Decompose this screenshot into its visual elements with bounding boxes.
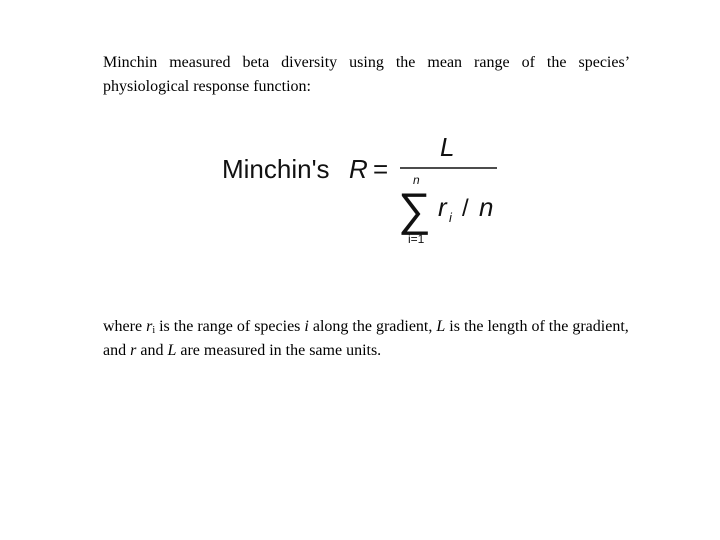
explanation-paragraph [103,315,630,363]
intro-line-1: Minchin measured beta diversity using the mean range of the [103,54,567,71]
expl-text-5: and [136,342,168,359]
minchin-formula [220,128,520,253]
denominator-variable: n [479,192,494,222]
sum-upper-limit: n [413,173,420,187]
expl-text-3: along the gradient, [308,318,437,335]
intro-line-2: species’ physiological response function: [103,54,631,95]
formula-numerator: L [440,132,455,162]
expl-var-L: L [436,318,446,335]
sum-lower-limit: i=1 [408,232,425,246]
expl-var-L-2: L [167,342,177,359]
expl-var-i: i [304,318,309,335]
intro-paragraph [103,51,630,99]
expl-text-2: is the range of species [155,318,305,335]
division-slash: / [462,195,469,222]
formula-lhs-name: Minchin's [222,154,330,184]
expl-var-r: r [146,318,153,335]
expl-var-r-2: r [130,342,137,359]
formula-lhs-var: R [349,154,368,184]
expl-text-4: is the length of the gradient, and [103,318,629,359]
term-variable: r [438,192,447,222]
summation-symbol: ∑ [398,183,431,235]
formula-graphic [220,128,520,253]
formula-equals: = [373,154,389,184]
term-subscript: i [449,210,452,225]
expl-text-1: where [103,318,147,335]
expl-sub-i: i [152,325,156,336]
expl-text-6: are measured in the same units. [176,342,382,359]
